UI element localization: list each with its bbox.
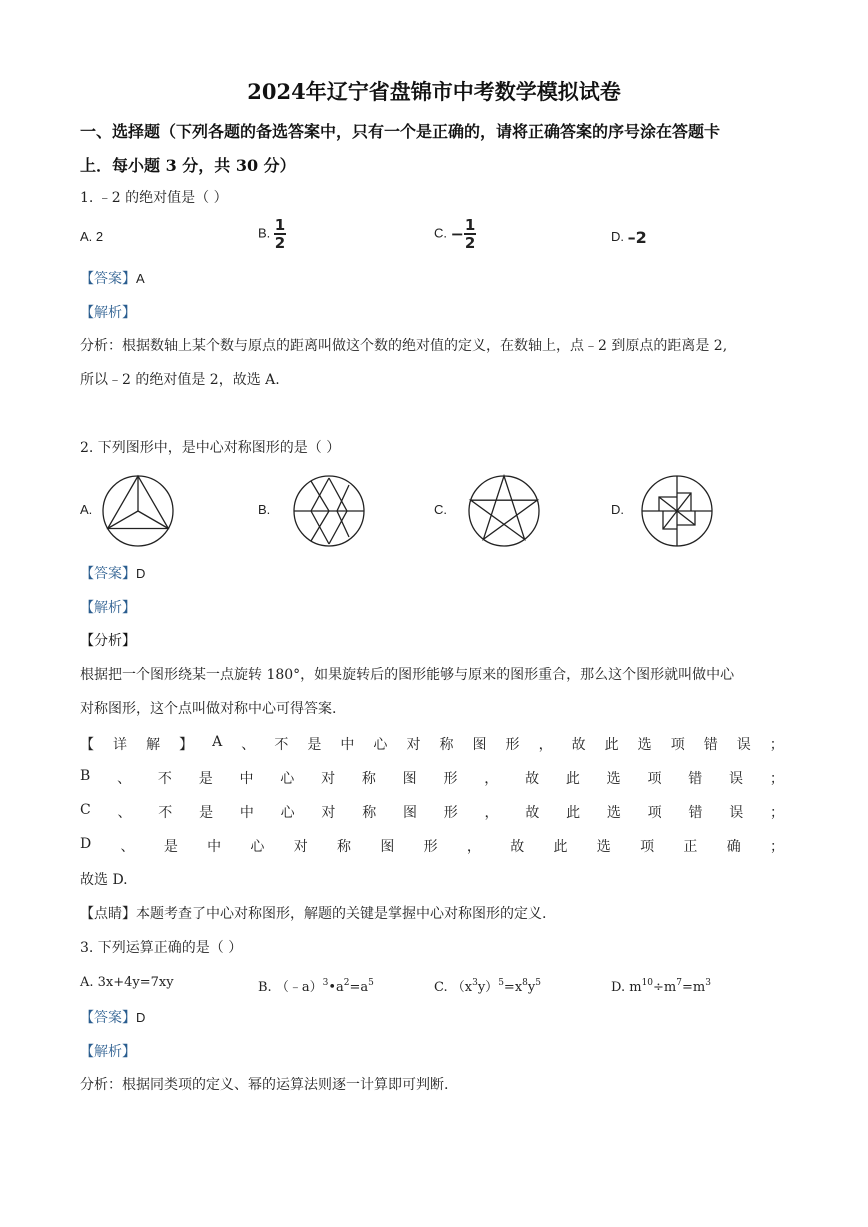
q1-option-d-value: –2 <box>627 228 647 247</box>
detail-char: ； <box>769 839 784 855</box>
detail-char: 称 <box>362 805 377 821</box>
q2-analysis-tag: 【解析】 <box>80 600 136 616</box>
answer-tag: 【答案】 <box>80 271 136 287</box>
q3-option-d-part: =m <box>681 980 706 995</box>
exponent: 10 <box>641 978 654 988</box>
q3-analysis-tag: 【解析】 <box>80 1044 136 1060</box>
detail-char: 不 <box>158 805 173 821</box>
detail-char: 故 <box>510 839 525 855</box>
detail-char: ， <box>538 737 553 753</box>
q3-option-c-part: y） <box>477 980 499 995</box>
q1-option-d <box>611 228 647 247</box>
detail-char: C <box>80 802 91 818</box>
detail-char: 图 <box>402 771 417 787</box>
q2-detail-row-4 <box>80 836 784 856</box>
detail-char: 、 <box>241 737 256 753</box>
q2-detail-row-2 <box>80 768 784 788</box>
detail-char: 是 <box>198 771 213 787</box>
detail-char: 【 <box>80 737 94 753</box>
detail-char: 称 <box>361 771 376 787</box>
q2-answer <box>80 563 145 583</box>
exponent: 3 <box>322 978 329 988</box>
detail-char: 不 <box>157 771 172 787</box>
q3-option-b-part: =a <box>349 980 369 995</box>
q1-option-b-fraction <box>274 218 286 250</box>
detail-char: 图 <box>380 839 395 855</box>
detail-char: 、 <box>117 771 132 787</box>
q3-option-c <box>434 973 541 998</box>
q1-option-d-label: D. <box>611 228 624 244</box>
detail-char: ； <box>769 737 784 753</box>
detail-char: 称 <box>439 737 454 753</box>
detail-char: 项 <box>647 805 662 821</box>
q3-answer-value: D <box>136 1010 146 1025</box>
detail-char: 不 <box>274 737 289 753</box>
q1-stem: 1. ﹣2 的绝对值是（ ） <box>80 190 228 206</box>
q2-stem: 2. 下列图形中，是中心对称图形的是（ ） <box>80 440 341 456</box>
q3-answer <box>80 1007 145 1027</box>
q1-option-c-denominator: 2 <box>464 234 476 252</box>
q2-answer-value: D <box>136 566 146 581</box>
detail-char: 确 <box>726 839 741 855</box>
q3-option-b-part: B. （﹣a） <box>258 980 323 995</box>
detail-char: 中 <box>239 805 254 821</box>
q3-option-b-part: •a <box>328 980 344 995</box>
detail-char: 对 <box>406 737 421 753</box>
detail-char: D <box>80 836 92 852</box>
detail-char: 误 <box>729 771 744 787</box>
detail-char: 此 <box>566 805 581 821</box>
q3-option-b <box>258 973 374 998</box>
detail-char: 正 <box>683 839 698 855</box>
exponent: 7 <box>676 978 682 988</box>
detail-char: 图 <box>402 805 417 821</box>
detail-char: 选 <box>606 771 621 787</box>
detail-char: 错 <box>688 771 703 787</box>
q3-option-d-part: ÷m <box>653 980 677 995</box>
detail-char: 项 <box>670 737 685 753</box>
q3-stem: 3. 下列运算正确的是（ ） <box>80 940 243 956</box>
detail-char: 、 <box>117 805 132 821</box>
detail-char: A <box>212 734 223 750</box>
detail-char: 中 <box>207 839 222 855</box>
detail-char: 详 <box>113 737 128 753</box>
exponent: 8 <box>522 978 528 988</box>
q3-option-d <box>611 973 711 998</box>
exponent: 3 <box>472 978 478 988</box>
q1-option-b-denominator: 2 <box>274 234 286 252</box>
q2-figure-d <box>639 473 715 549</box>
q1-option-c <box>434 218 476 250</box>
detail-char: 错 <box>688 805 703 821</box>
q1-option-c-numerator: 1 <box>464 216 476 234</box>
detail-char: B <box>80 768 91 784</box>
detail-char: 心 <box>250 839 265 855</box>
detail-char: 图 <box>472 737 487 753</box>
q2-fenxi-tag: 【分析】 <box>80 633 136 649</box>
detail-char: 形 <box>443 805 458 821</box>
q1-option-c-label: C. <box>434 225 447 241</box>
detail-char: 选 <box>596 839 611 855</box>
detail-char: 项 <box>640 839 655 855</box>
q1-answer <box>80 268 145 288</box>
detail-char: 中 <box>239 771 254 787</box>
detail-char: ； <box>769 771 784 787</box>
detail-char: 是 <box>307 737 322 753</box>
detail-char: 故 <box>525 771 540 787</box>
detail-char: 误 <box>736 737 751 753</box>
q2-detail-row-3 <box>80 802 784 822</box>
detail-char: 故 <box>571 737 586 753</box>
detail-char: 称 <box>337 839 352 855</box>
detail-char: 对 <box>293 839 308 855</box>
detail-char: 是 <box>199 805 214 821</box>
q3-option-c-part: =x <box>503 980 523 995</box>
section-heading-line1: 一、选择题（下列各题的备选答案中，只有一个是正确的，请将正确答案的序号涂在答题卡 <box>80 122 721 141</box>
q2-figure-b <box>291 473 367 549</box>
detail-char: 选 <box>606 805 621 821</box>
q2-figure-a <box>100 473 176 549</box>
q1-option-b <box>258 218 286 250</box>
detail-char: 心 <box>373 737 388 753</box>
exponent: 5 <box>368 978 374 988</box>
q3-analysis-line1: 分析：根据同类项的定义、幂的运算法则逐一计算即可判断. <box>80 1077 449 1093</box>
q3-option-c-part: C. （x <box>434 980 473 995</box>
q2-fenxi-line1: 根据把一个图形绕某一点旋转 180°，如果旋转后的图形能够与原来的图形重合，那么这个图形就叫做中心 <box>80 667 735 683</box>
q2-conclusion: 故选 D. <box>80 872 128 888</box>
detail-char: 心 <box>280 771 295 787</box>
exponent: 2 <box>343 978 350 988</box>
q1-analysis-line2: 所以﹣2 的绝对值是 2，故选 A. <box>80 372 280 388</box>
exponent: 5 <box>535 978 541 988</box>
detail-char: 项 <box>647 771 662 787</box>
q2-option-b-label: B. <box>258 502 271 517</box>
q2-option-a-label: A. <box>80 502 93 517</box>
detail-char: 】 <box>179 737 194 753</box>
q3-option-d-part: D. m <box>611 980 642 995</box>
q2-option-d-label: D. <box>611 502 624 517</box>
q2-detail-row-1 <box>80 734 784 754</box>
q2-fenxi-line2: 对称图形，这个点叫做对称中心可得答案. <box>80 701 337 717</box>
answer-tag: 【答案】 <box>80 1010 136 1026</box>
detail-char: 解 <box>146 737 161 753</box>
q3-option-c-part: y <box>527 980 536 995</box>
detail-char: 此 <box>604 737 619 753</box>
q2-figure-c <box>466 473 542 549</box>
detail-char: 此 <box>553 839 568 855</box>
q2-option-c-label: C. <box>434 502 447 517</box>
q2-comment: 【点睛】本题考查了中心对称图形，解题的关键是掌握中心对称图形的定义. <box>80 906 547 922</box>
detail-char: 故 <box>525 805 540 821</box>
detail-char: 错 <box>703 737 718 753</box>
detail-char: 误 <box>729 805 744 821</box>
q1-analysis-line1: 分析：根据数轴上某个数与原点的距离叫做这个数的绝对值的定义，在数轴上，点﹣2 到原点的距离是 2, <box>80 338 728 354</box>
q1-option-c-fraction <box>464 218 476 250</box>
answer-tag: 【答案】 <box>80 566 136 582</box>
detail-char: 心 <box>280 805 295 821</box>
exponent: 3 <box>705 978 711 988</box>
detail-char: 形 <box>423 839 438 855</box>
detail-char: ， <box>484 771 499 787</box>
detail-char: ， <box>466 839 481 855</box>
exponent: 5 <box>498 978 504 988</box>
q1-option-a: A. 2 <box>80 229 104 244</box>
detail-char: 中 <box>340 737 355 753</box>
q1-option-b-label: B. <box>258 225 271 241</box>
detail-char: 、 <box>120 839 135 855</box>
q1-option-b-numerator: 1 <box>274 216 286 234</box>
page-title: 2024年辽宁省盘锦市中考数学模拟试卷 <box>247 79 621 104</box>
detail-char: 形 <box>443 771 458 787</box>
detail-char: ， <box>484 805 499 821</box>
detail-char: 此 <box>565 771 580 787</box>
q3-option-a: A. 3x+4y=7xy <box>80 975 174 990</box>
detail-char: 对 <box>321 771 336 787</box>
detail-char: ； <box>770 805 784 821</box>
q1-option-c-sign: − <box>450 224 465 244</box>
section-heading-line2: 上．每小题 3 分，共 30 分） <box>80 156 296 175</box>
q1-answer-value: A <box>136 271 145 286</box>
detail-char: 选 <box>637 737 652 753</box>
detail-char: 对 <box>321 805 336 821</box>
detail-char: 是 <box>163 839 178 855</box>
detail-char: 形 <box>505 737 520 753</box>
q1-analysis-tag: 【解析】 <box>80 305 136 321</box>
